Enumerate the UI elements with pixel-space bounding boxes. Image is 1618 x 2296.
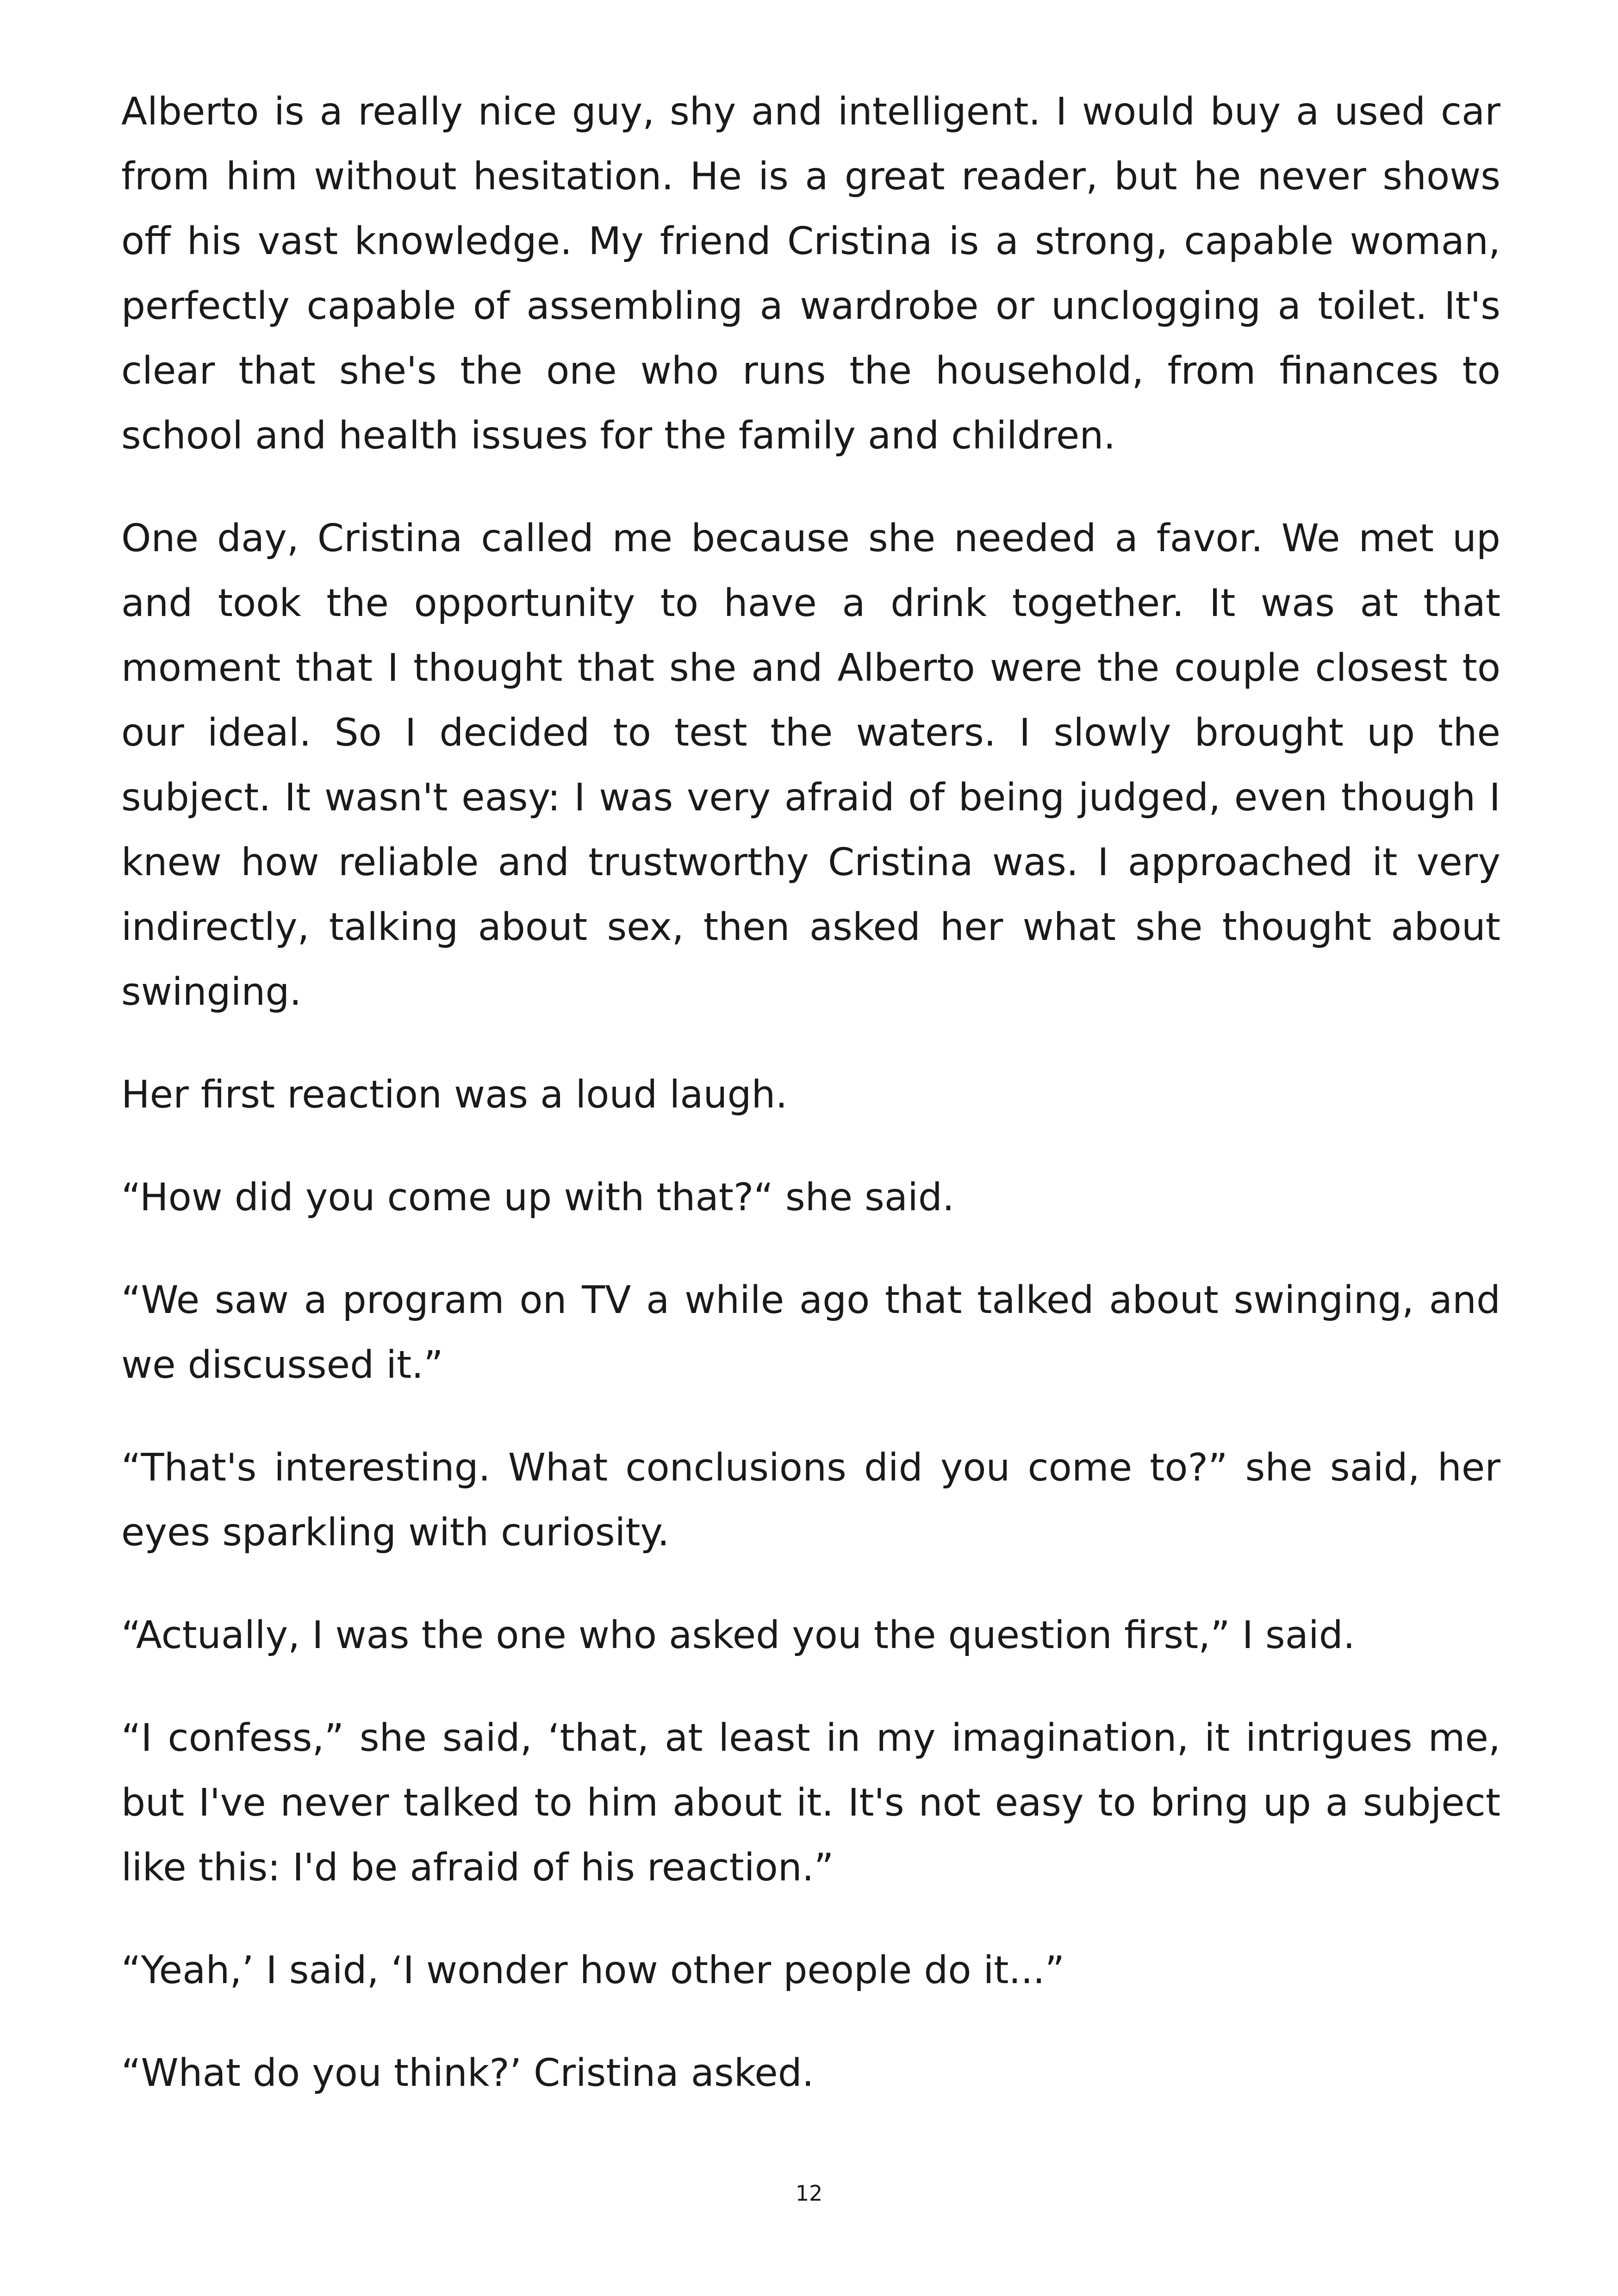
paragraph: Alberto is a really nice guy, shy and intelligent. I would buy a used car from him without hesitation. He is a great reader, but he never shows off his vast knowledge. My friend Cristina is a strong, capable woman, perfectly capable of assembling a wardrobe or unclogging a toilet. It's clear that she's the one who runs the household, from finances to school and health issues for the family and children. xyxy=(121,90,1500,458)
paragraph: Her first reaction was a loud laugh. xyxy=(121,1073,788,1117)
paragraph: “We saw a program on TV a while ago that talked about swinging, and we discussed it.” xyxy=(121,1278,1500,1387)
paragraph: “Yeah,’ I said, ‘I wonder how other people do it...” xyxy=(121,1948,1065,1992)
paragraph: “I confess,” she said, ‘that, at least in my imagination, it intrigues me, but I've never talked to him about it. It's not easy to bring up a subject like this: I'd be afraid of his reaction.” xyxy=(121,1716,1500,1890)
paragraph: “How did you come up with that?“ she said. xyxy=(121,1176,955,1220)
paragraph: “That's interesting. What conclusions did you come to?” she said, her eyes sparkling with curiosity. xyxy=(121,1446,1500,1555)
paragraph: “What do you think?’ Cristina asked. xyxy=(121,2051,814,2095)
page-number: 12 xyxy=(795,2181,823,2206)
body-text xyxy=(121,80,1500,2144)
paragraph: One day, Cristina called me because she needed a favor. We met up and took the opportunity to have a drink together. It was at that moment that I thought that she and Alberto were the couple closest to our ideal. So I decided to test the waters. I slowly brought up the subject. It wasn't easy: I was very afraid of being judged, even though I knew how reliable and trustworthy Cristina was. I approached it very indirectly, talking about sex, then asked her what she thought about swinging. xyxy=(121,516,1500,1014)
paragraph: “Actually, I was the one who asked you the question first,” I said. xyxy=(121,1613,1355,1657)
